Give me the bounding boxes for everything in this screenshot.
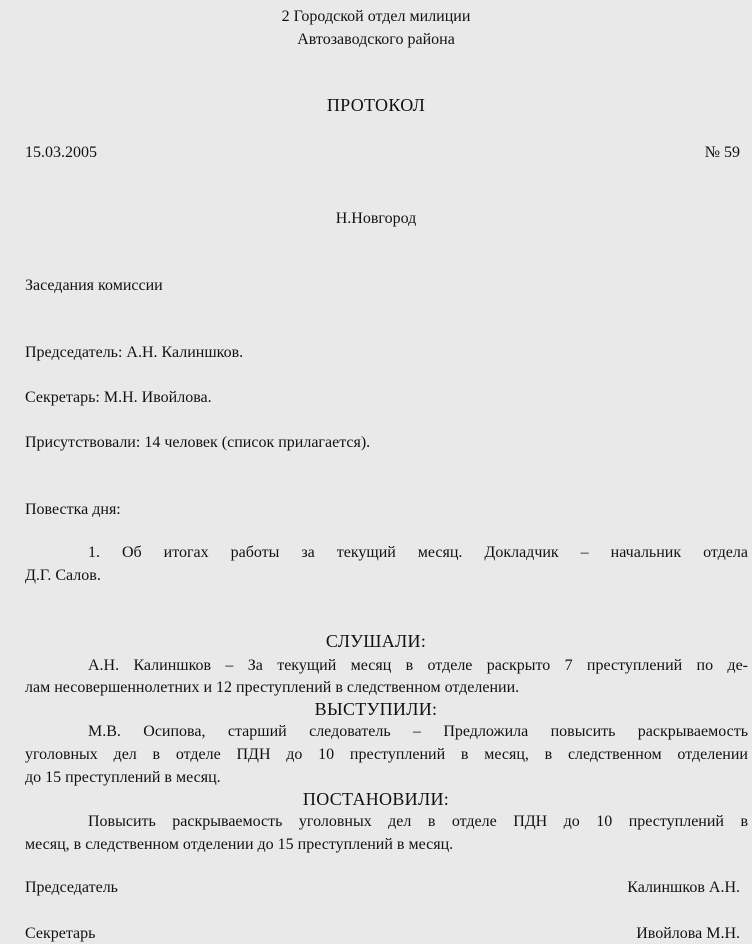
secretary-line: Секретарь: М.Н. Ивойлова. (25, 389, 212, 406)
chairman-signature-name: Калиншков А.Н. (627, 879, 740, 896)
heard-line-1: А.Н. Калиншков – За текущий месяц в отделе раскрыто 7 преступлений по де- (88, 657, 748, 674)
agenda-item-line-1: 1. Об итогах работы за текущий месяц. Докладчик – начальник отдела (88, 544, 748, 561)
present-line: Присутствовали: 14 человек (список прилагается). (25, 434, 371, 451)
secretary-signature-label: Секретарь (25, 925, 96, 942)
spoke-line-1: М.В. Осипова, старший следователь – Предложила повысить раскрываемость (88, 723, 748, 740)
agenda-title: Повестка дня: (25, 501, 121, 518)
chairman-signature-label: Председатель (25, 879, 118, 896)
spoke-line-3: до 15 преступлений в месяц. (25, 769, 221, 786)
document-date: 15.03.2005 (25, 144, 97, 161)
org-line-2: Автозаводского района (297, 31, 455, 48)
resolved-line-1: Повысить раскрываемость уголовных дел в отделе ПДН до 10 преступлений в (88, 813, 748, 830)
heard-heading: СЛУШАЛИ: (325, 631, 427, 651)
chairman-line: Председатель: А.Н. Калиншков. (25, 344, 244, 361)
org-line-1: 2 Городской отдел милиции (281, 8, 471, 25)
document-title: ПРОТОКОЛ (326, 95, 426, 115)
secretary-signature-name: Ивойлова М.Н. (636, 925, 740, 942)
agenda-item-line-2: Д.Г. Салов. (25, 567, 101, 584)
meeting-type: Заседания комиссии (25, 277, 163, 294)
spoke-heading: ВЫСТУПИЛИ: (314, 699, 438, 719)
spoke-line-2: уголовных дел в отделе ПДН до 10 преступлений в месяц, в следственном отделении (25, 746, 748, 763)
resolved-line-2: месяц, в следственном отделении до 15 преступлений в месяц. (25, 836, 454, 853)
heard-line-2: лам несовершеннолетних и 12 преступлений в следственном отделении. (25, 679, 520, 696)
city: Н.Новгород (335, 210, 417, 227)
document-number: № 59 (704, 144, 740, 161)
resolved-heading: ПОСТАНОВИЛИ: (302, 789, 450, 809)
